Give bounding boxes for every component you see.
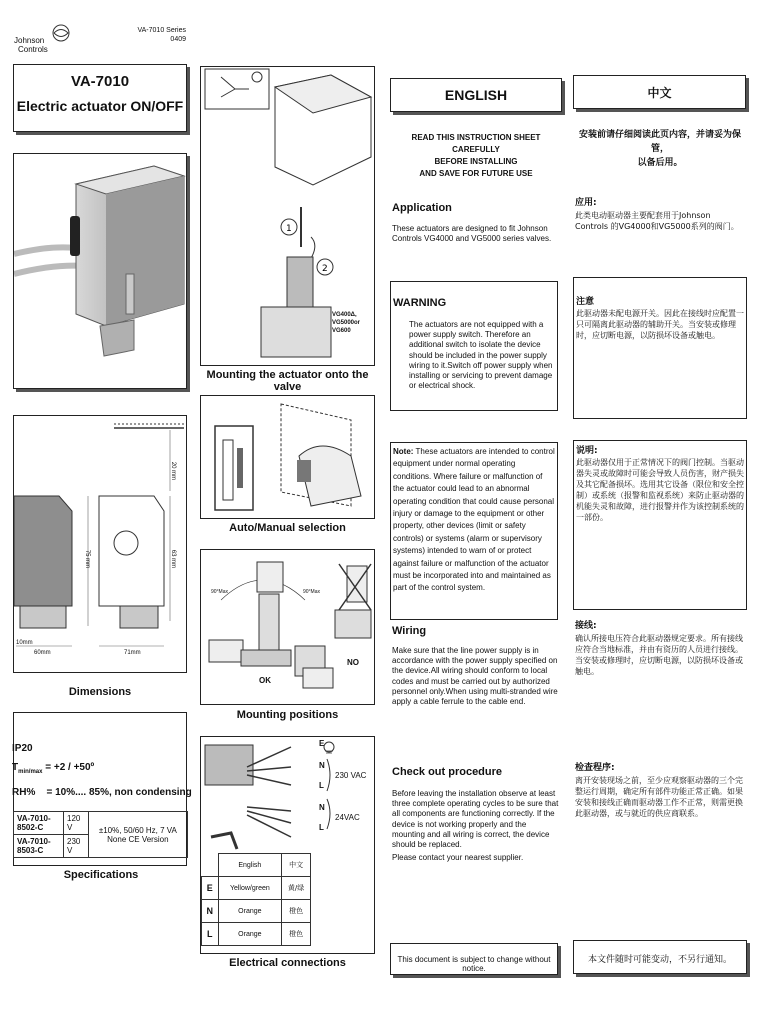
product-code: VA-7010 <box>70 73 130 90</box>
spec-voltage: 230 V <box>64 835 89 858</box>
mounting-valve-caption: Mounting the actuator onto the valve <box>206 369 369 393</box>
cn-note-text: 此驱动器仅用于正常情况下的阀门控制。当驱动器失灵或故障时可能会导致人员伤害，财产损失及其它配备损坏。选用其它设备（限位和安全控制）或系统（报警和监视系统）来防止驱动器的机能失灵和故障，进行报警并作为该控制系统的一部份。 <box>576 458 744 522</box>
wire-row <box>202 923 311 946</box>
mounting-positions-drawing <box>200 549 375 705</box>
mounting-ok-label: OK <box>259 676 271 685</box>
spec-ip: IP20 <box>12 743 33 754</box>
cn-application-text: 此类电动驱动器主要配套用于Johnson Controls 的VG4000和VG5000系列的阀门。 <box>575 211 739 231</box>
chinese-footer: 本文件随时可能变动，不另行通知。 <box>587 955 732 965</box>
valve-labels <box>332 311 360 335</box>
spec-row <box>14 812 188 835</box>
specifications-caption: Specifications <box>63 869 139 881</box>
valve-label: VG400Δ, <box>332 312 357 318</box>
dimensions-svg <box>14 416 186 672</box>
intro-line: 以备后用。 <box>637 158 683 168</box>
wire-color-en: Orange <box>218 923 282 946</box>
brand-line1: Johnson <box>14 36 45 45</box>
terminal-l: L <box>319 823 324 832</box>
intro-line: AND SAVE FOR FUTURE USE <box>419 169 533 178</box>
english-title: ENGLISH <box>444 87 508 103</box>
cn-wiring-text: 确认所接电压符合此驱动器规定要求。所有接线应符合当地标准，并由有资历的人员进行接线。当安装或修理时，应切断电源，以防损坏设备或触电。 <box>575 634 743 676</box>
spec-temp-sub: min/max <box>18 769 43 775</box>
english-intro <box>390 132 562 180</box>
intro-line: BEFORE INSTALLING <box>434 157 518 166</box>
note-text <box>393 446 555 595</box>
voltage-230: 230 VAC <box>335 771 367 780</box>
electrical-caption: Electrical connections <box>229 957 346 969</box>
spec-temperature <box>12 762 94 775</box>
note-box <box>390 442 558 620</box>
english-title-box <box>390 78 562 112</box>
cn-checkout-text: 离开安装现场之前，至少应观察驱动器的三个完整运行周期，确定所有部件功能正常正确。如果安装和接线正确而驱动器工作不正常，则需更换此驱动器，或与就近的供应商联系。 <box>575 776 743 818</box>
checkout-text: Before leaving the installation observe at least three complete operating cycles to be sure that all components are functioning correctly. If the device is not working properly and the mounting and all wiring is correct, the device should be replaced. <box>392 789 559 850</box>
spec-model: VA-7010-8502-C <box>14 812 64 835</box>
warning-text: The actuators are not equipped with a power supply switch. Therefore an additional switch to isolate the device should be included in the power supply wiring to it.Switch off power supply when installing or servicing to prevent damage or electrical shock. <box>409 320 553 391</box>
warning-heading: WARNING <box>393 297 447 309</box>
mounting-valve-drawing <box>200 66 375 366</box>
svg-text:2: 2 <box>322 264 328 274</box>
cn-note-box <box>573 440 747 610</box>
electrical-drawing <box>200 736 375 954</box>
cn-wiring-heading: 接线: <box>575 621 597 631</box>
chinese-title: 中文 <box>647 86 672 100</box>
spec-temp-value: = +2 / +50º <box>42 762 95 773</box>
english-footer-box <box>390 943 558 975</box>
spec-table <box>13 811 188 858</box>
intro-line: 安装前请仔细阅读此页内容，并请妥为保管， <box>578 130 741 154</box>
logo-mark-icon <box>50 24 72 42</box>
wire-color-en: Yellow/green <box>218 877 282 900</box>
chinese-intro <box>575 128 745 170</box>
english-footer: This document is subject to change without notice. <box>397 955 551 973</box>
wire-table-head <box>202 854 311 877</box>
spec-model: VA-7010-8503-C <box>14 835 64 858</box>
dim-height-1: 75 mm <box>84 549 91 569</box>
title-box <box>13 64 187 132</box>
blank-cell <box>202 854 219 877</box>
voltage-24: 24VAC <box>335 813 360 822</box>
wire-row <box>202 900 311 923</box>
cn-warning-box <box>573 277 747 419</box>
note-body: These actuators are intended to control equipment under normal operating conditions. Where failure or malfunction of the actuator could lead to an abnormal operating condition that could cause personal injury or damage to the equipment or other property, other devices (limit or safety controls) or systems (alarm or supervisory systems) intended to warn of or protect against failure or malfunction of the actuator must be incorporated into and maintained as part of the control system. <box>393 447 555 593</box>
wire-term: E <box>202 877 219 900</box>
product-photo <box>13 153 187 389</box>
wire-color-table <box>201 853 311 946</box>
wire-color-cn: 黄/绿 <box>282 877 311 900</box>
wiring-svg <box>201 737 374 857</box>
wire-color-en: Orange <box>218 900 282 923</box>
contact-text: Please contact your nearest supplier. <box>392 853 524 862</box>
spec-humidity: RH% = 10%.... 85%, non condensing <box>12 787 192 798</box>
wire-row <box>202 877 311 900</box>
warning-box <box>390 281 558 411</box>
dimensions-caption: Dimensions <box>68 686 132 698</box>
header-series <box>120 26 186 44</box>
brand-line2: Controls <box>18 45 48 54</box>
dimensions-drawing <box>13 415 187 673</box>
wire-term: L <box>202 923 219 946</box>
valve-label: VG600 <box>332 328 351 334</box>
mounting-positions-svg <box>201 550 374 704</box>
valve-label: VG5000or <box>332 320 361 326</box>
mounting-no-label: NO <box>347 658 359 667</box>
wire-color-cn: 橙色 <box>282 923 311 946</box>
terminal-l: L <box>319 781 324 790</box>
wiring-heading: Wiring <box>392 625 427 637</box>
product-title: Electric actuator ON/OFF <box>16 98 184 114</box>
spec-voltage: 120 V <box>64 812 89 835</box>
actuator-photo-illustration <box>14 154 186 388</box>
mounting-deg-right: 90°Max <box>303 589 321 595</box>
terminal-n: N <box>319 803 325 812</box>
terminal-e: E <box>319 739 325 748</box>
auto-manual-caption: Auto/Manual selection <box>229 522 346 534</box>
checkout-heading: Check out procedure <box>392 766 503 778</box>
mounting-positions-caption: Mounting positions <box>236 709 339 721</box>
cn-warning-text: 此驱动器未配电源开关。因此在接线时应配置一只可隔离此驱动器的辅助开关。当安装或修理时，应切断电源，以防损坏设备或触电。 <box>576 309 744 340</box>
series-code: 0409 <box>170 36 186 43</box>
head-chinese: 中文 <box>282 854 311 877</box>
note-label: Note: <box>393 447 414 456</box>
dim-small: 10mm <box>16 640 33 646</box>
series-name: VA-7010 Series <box>137 27 186 34</box>
dim-height-2: 63 mm <box>170 549 177 569</box>
chinese-footer-box <box>573 940 747 974</box>
terminal-n: N <box>319 761 325 770</box>
wiring-text: Make sure that the line power supply is in accordance with the power supply specified on the device.All wiring should conform to local codes and must be carried out by authorized personnel only.When using multi-stranded wire apply a cable ferrule to the cable end. <box>392 646 558 707</box>
spec-temp-prefix: T <box>12 762 19 773</box>
application-text: These actuators are designed to fit Johnson Controls VG4000 and VG5000 series valves. <box>392 224 552 244</box>
dim-right-width: 71mm <box>124 650 141 656</box>
head-english: English <box>218 854 282 877</box>
spec-common: ±10%, 50/60 Hz, 7 VA None CE Version <box>88 812 187 858</box>
dim-height-3: 20 mm <box>170 461 177 481</box>
application-heading: Application <box>392 202 452 214</box>
cn-warning-heading: 注意 <box>576 297 595 307</box>
mounting-deg-left: 90°Max <box>211 589 229 595</box>
auto-manual-svg <box>201 396 374 518</box>
johnson-controls-logo <box>14 24 74 54</box>
cn-note-heading: 说明: <box>576 446 598 456</box>
specifications-box <box>12 712 192 881</box>
cn-checkout-heading: 检查程序: <box>575 763 615 773</box>
auto-manual-drawing <box>200 395 375 519</box>
wire-term: N <box>202 900 219 923</box>
intro-line: READ THIS INSTRUCTION SHEET CAREFULLY <box>411 133 541 154</box>
chinese-title-box <box>573 75 746 109</box>
wire-color-cn: 橙色 <box>282 900 311 923</box>
svg-text:1: 1 <box>286 224 292 234</box>
dim-left-width: 60mm <box>34 650 51 656</box>
cn-application-heading: 应用: <box>575 198 597 208</box>
